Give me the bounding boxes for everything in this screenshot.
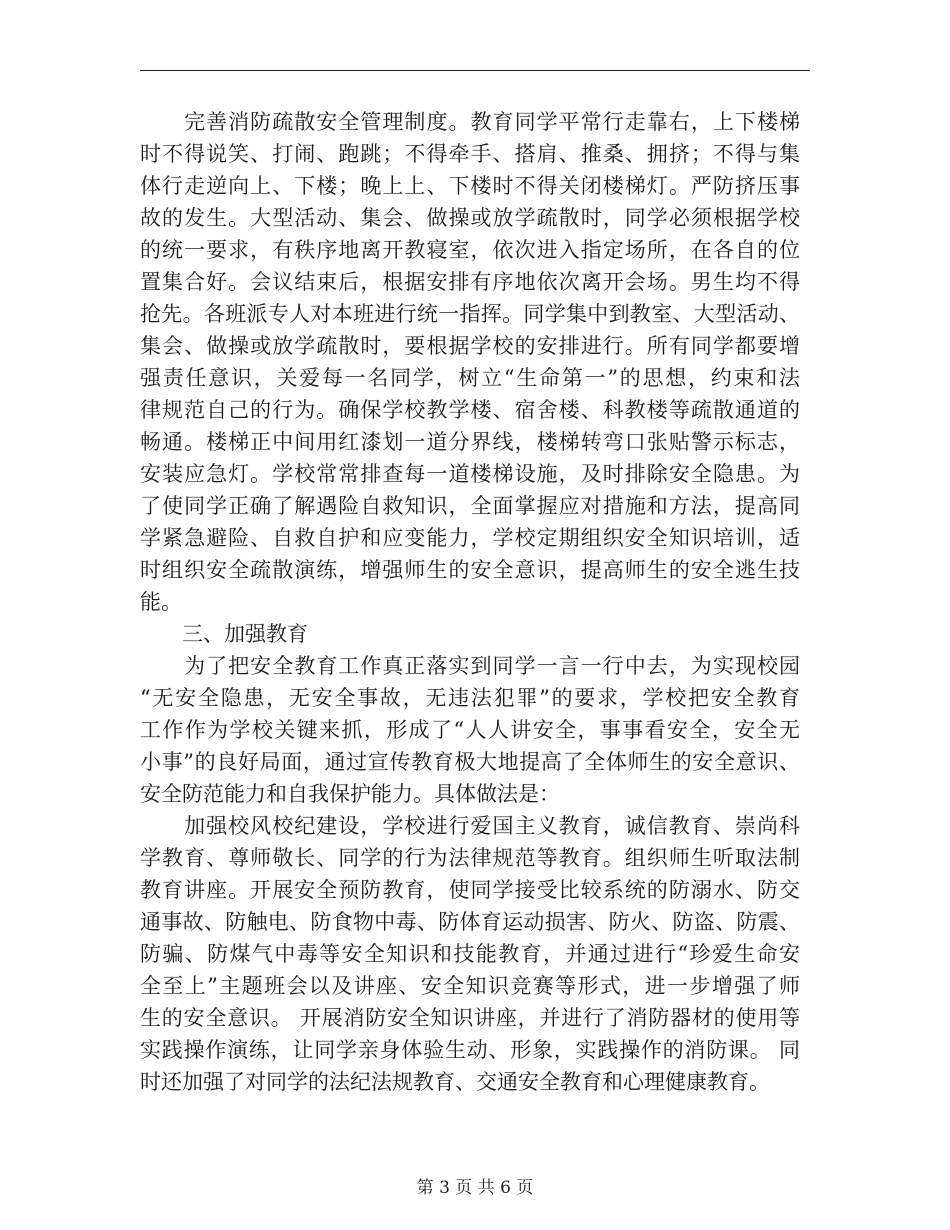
text-line: “无安全隐患，无安全事故，无违法犯罪”的要求，学校把安全教育 [140,686,800,710]
text-line: 时组织安全疏散演练，增强师生的安全意识，提高师生的安全逃生技 [140,558,800,582]
text-line: 加强校风校纪建设，学校进行爱国主义教育，诚信教育、崇尚科 [140,814,800,838]
text-line: 通事故、防触电、防食物中毒、防体育运动损害、防火、防盗、防震、 [140,910,800,934]
section-heading: 三、加强教育 [140,622,308,646]
text-line: 抢先。各班派专人对本班进行统一指挥。同学集中到教室、大型活动、 [140,302,800,326]
text-line: 畅通。楼梯正中间用红漆划一道分界线，楼梯转弯口张贴警示标志， [140,430,800,454]
paragraph-safety-education-goals [140,650,800,810]
text-line: 集会、做操或放学疏散时，要根据学校的安排进行。所有同学都要增 [140,334,800,358]
section-heading-strengthen-education [140,618,800,650]
text-line: 学紧急避险、自救自护和应变能力，学校定期组织安全知识培训，适 [140,526,800,550]
text-line: 完善消防疏散安全管理制度。教育同学平常行走靠右，上下楼梯 [140,110,800,134]
text-line: 安全防范能力和自我保护能力。具体做法是： [140,782,560,806]
text-line: 时不得说笑、打闹、跑跳；不得牵手、搭肩、推桑、拥挤；不得与集 [140,142,800,166]
text-line: 学教育、尊师敬长、同学的行为法律规范等教育。组织师生听取法制 [140,846,800,870]
text-line: 为了把安全教育工作真正落实到同学一言一行中去，为实现校园 [140,654,800,678]
text-line: 强责任意识，关爱每一名同学，树立“生命第一”的思想，约束和法 [140,366,800,390]
document-body [140,106,800,1098]
text-line: 了使同学正确了解遇险自救知识，全面掌握应对措施和方法，提高同 [140,494,800,518]
text-line: 能。 [140,590,182,614]
text-line: 生的安全意识。 开展消防安全知识讲座，并进行了消防器材的使用等 [140,1006,800,1030]
text-line: 防骗、防煤气中毒等安全知识和技能教育，并通过进行“珍爱生命安 [140,942,800,966]
text-line: 教育讲座。开展安全预防教育，使同学接受比较系统的防溺水、防交 [140,878,800,902]
text-line: 工作作为学校关键来抓，形成了“人人讲安全，事事看安全，安全无 [140,718,800,742]
page-number-footer: 第 3 页 共 6 页 [416,1178,534,1198]
text-line: 置集合好。会议结束后，根据安排有序地依次离开会场。男生均不得 [140,270,800,294]
text-line: 安装应急灯。学校常常排查每一道楼梯设施，及时排除安全隐患。为 [140,462,800,486]
text-line: 体行走逆向上、下楼；晚上上、下楼时不得关闭楼梯灯。严防挤压事 [140,174,800,198]
paragraph-evacuation-safety [140,106,800,618]
text-line: 的统一要求，有秩序地离开教寝室，依次进入指定场所，在各自的位 [140,238,800,262]
text-line: 律规范自己的行为。确保学校教学楼、宿舍楼、科教楼等疏散通道的 [140,398,800,422]
paragraph-discipline-building [140,810,800,1098]
text-line: 小事”的良好局面，通过宣传教育极大地提高了全体师生的安全意识、 [140,750,800,774]
text-line: 时还加强了对同学的法纪法规教育、交通安全教育和心理健康教育。 [140,1070,770,1094]
text-line: 实践操作演练，让同学亲身体验生动、形象，实践操作的消防课。 同 [140,1038,800,1062]
header-rule [140,70,810,71]
text-line: 故的发生。大型活动、集会、做操或放学疏散时，同学必须根据学校 [140,206,800,230]
text-line: 全至上”主题班会以及讲座、安全知识竞赛等形式，进一步增强了师 [140,974,800,998]
